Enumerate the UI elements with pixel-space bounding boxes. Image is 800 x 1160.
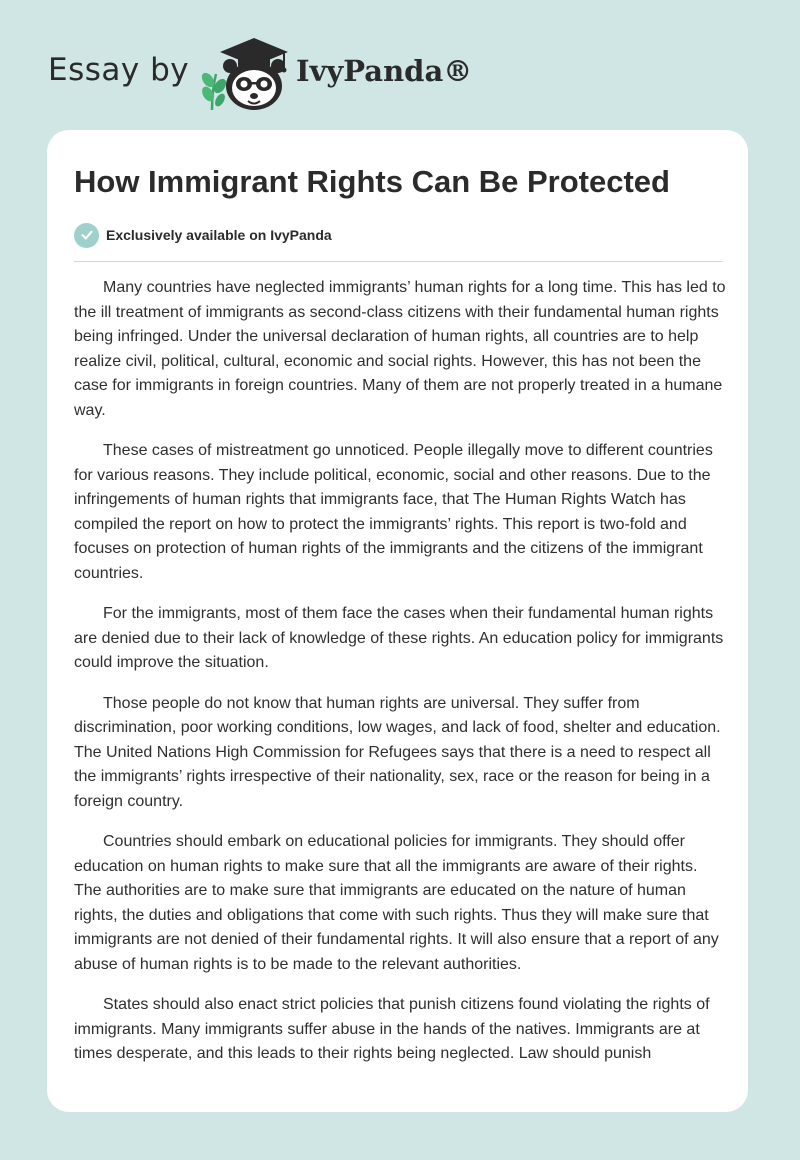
- page-title: How Immigrant Rights Can Be Protected: [74, 164, 670, 199]
- site-header: [0, 0, 800, 125]
- essay-by-label: Essay by: [48, 52, 190, 88]
- check-icon: [80, 228, 94, 242]
- divider: [74, 261, 723, 262]
- exclusive-badge: [74, 222, 332, 248]
- check-badge-icon: [74, 223, 99, 248]
- paragraph: Those people do not know that human rights are universal. They suffer from discrimination, poor working conditions, low wages, and lack of food, shelter and education. The United Nations High Commission for Refugees says that there is a need to respect all the immigrants’ rights irrespective of their nationality, sex, race or the reason for being in a foreign country.: [74, 694, 721, 810]
- article-card: [47, 130, 748, 1112]
- paragraph: Many countries have neglected immigrants’ human rights for a long time. This has led to the ill treatment of immigrants as second-class citizens with their fundamental human rights being infringed. Under the universal declaration of human rights, all countries are to help realize civil, political, cultural, economic and social rights. However, this has not been the case for immigrants in foreign countries. Many of them are not properly treated in a humane way.: [74, 279, 726, 419]
- paragraph: These cases of mistreatment go unnoticed. People illegally move to different countries for various reasons. They include political, economic, social and other reasons. Due to the infringements of human rights that immigrants face, that The Human Rights Watch has compiled the report on how to protect the immigrants’ rights. This report is two-fold and focuses on protection of human rights of the immigrants and the citizens of the immigrant countries.: [74, 442, 713, 582]
- exclusive-label: Exclusively available on IvyPanda: [106, 227, 332, 243]
- leaf-icon: [200, 71, 229, 110]
- paragraph: States should also enact strict policies that punish citizens found violating the rights of immigrants. Many immigrants suffer abuse in the hands of the natives. Immigrants are at times desperate, and this leads to their rights being neglected. Law should punish: [74, 996, 710, 1062]
- paragraph: For the immigrants, most of them face the cases when their fundamental human rights are denied due to their lack of knowledge of these rights. An education policy for immigrants could improve the situation.: [74, 605, 724, 671]
- paragraph: Countries should embark on educational policies for immigrants. They should offer education on human rights to make sure that all the immigrants are aware of their rights. The authorities are to make sure that immigrants are educated on the nature of human rights, the duties and obligations that come with such rights. Thus they will make sure that immigrants are not denied of their fundamental rights. It will also ensure that a report of any abuse of human rights is to be made to the relevant authorities.: [74, 833, 719, 973]
- article-body: [74, 276, 726, 1083]
- panda-graduate-logo-icon[interactable]: [200, 36, 296, 112]
- brand-name[interactable]: IvyPanda®: [296, 54, 473, 88]
